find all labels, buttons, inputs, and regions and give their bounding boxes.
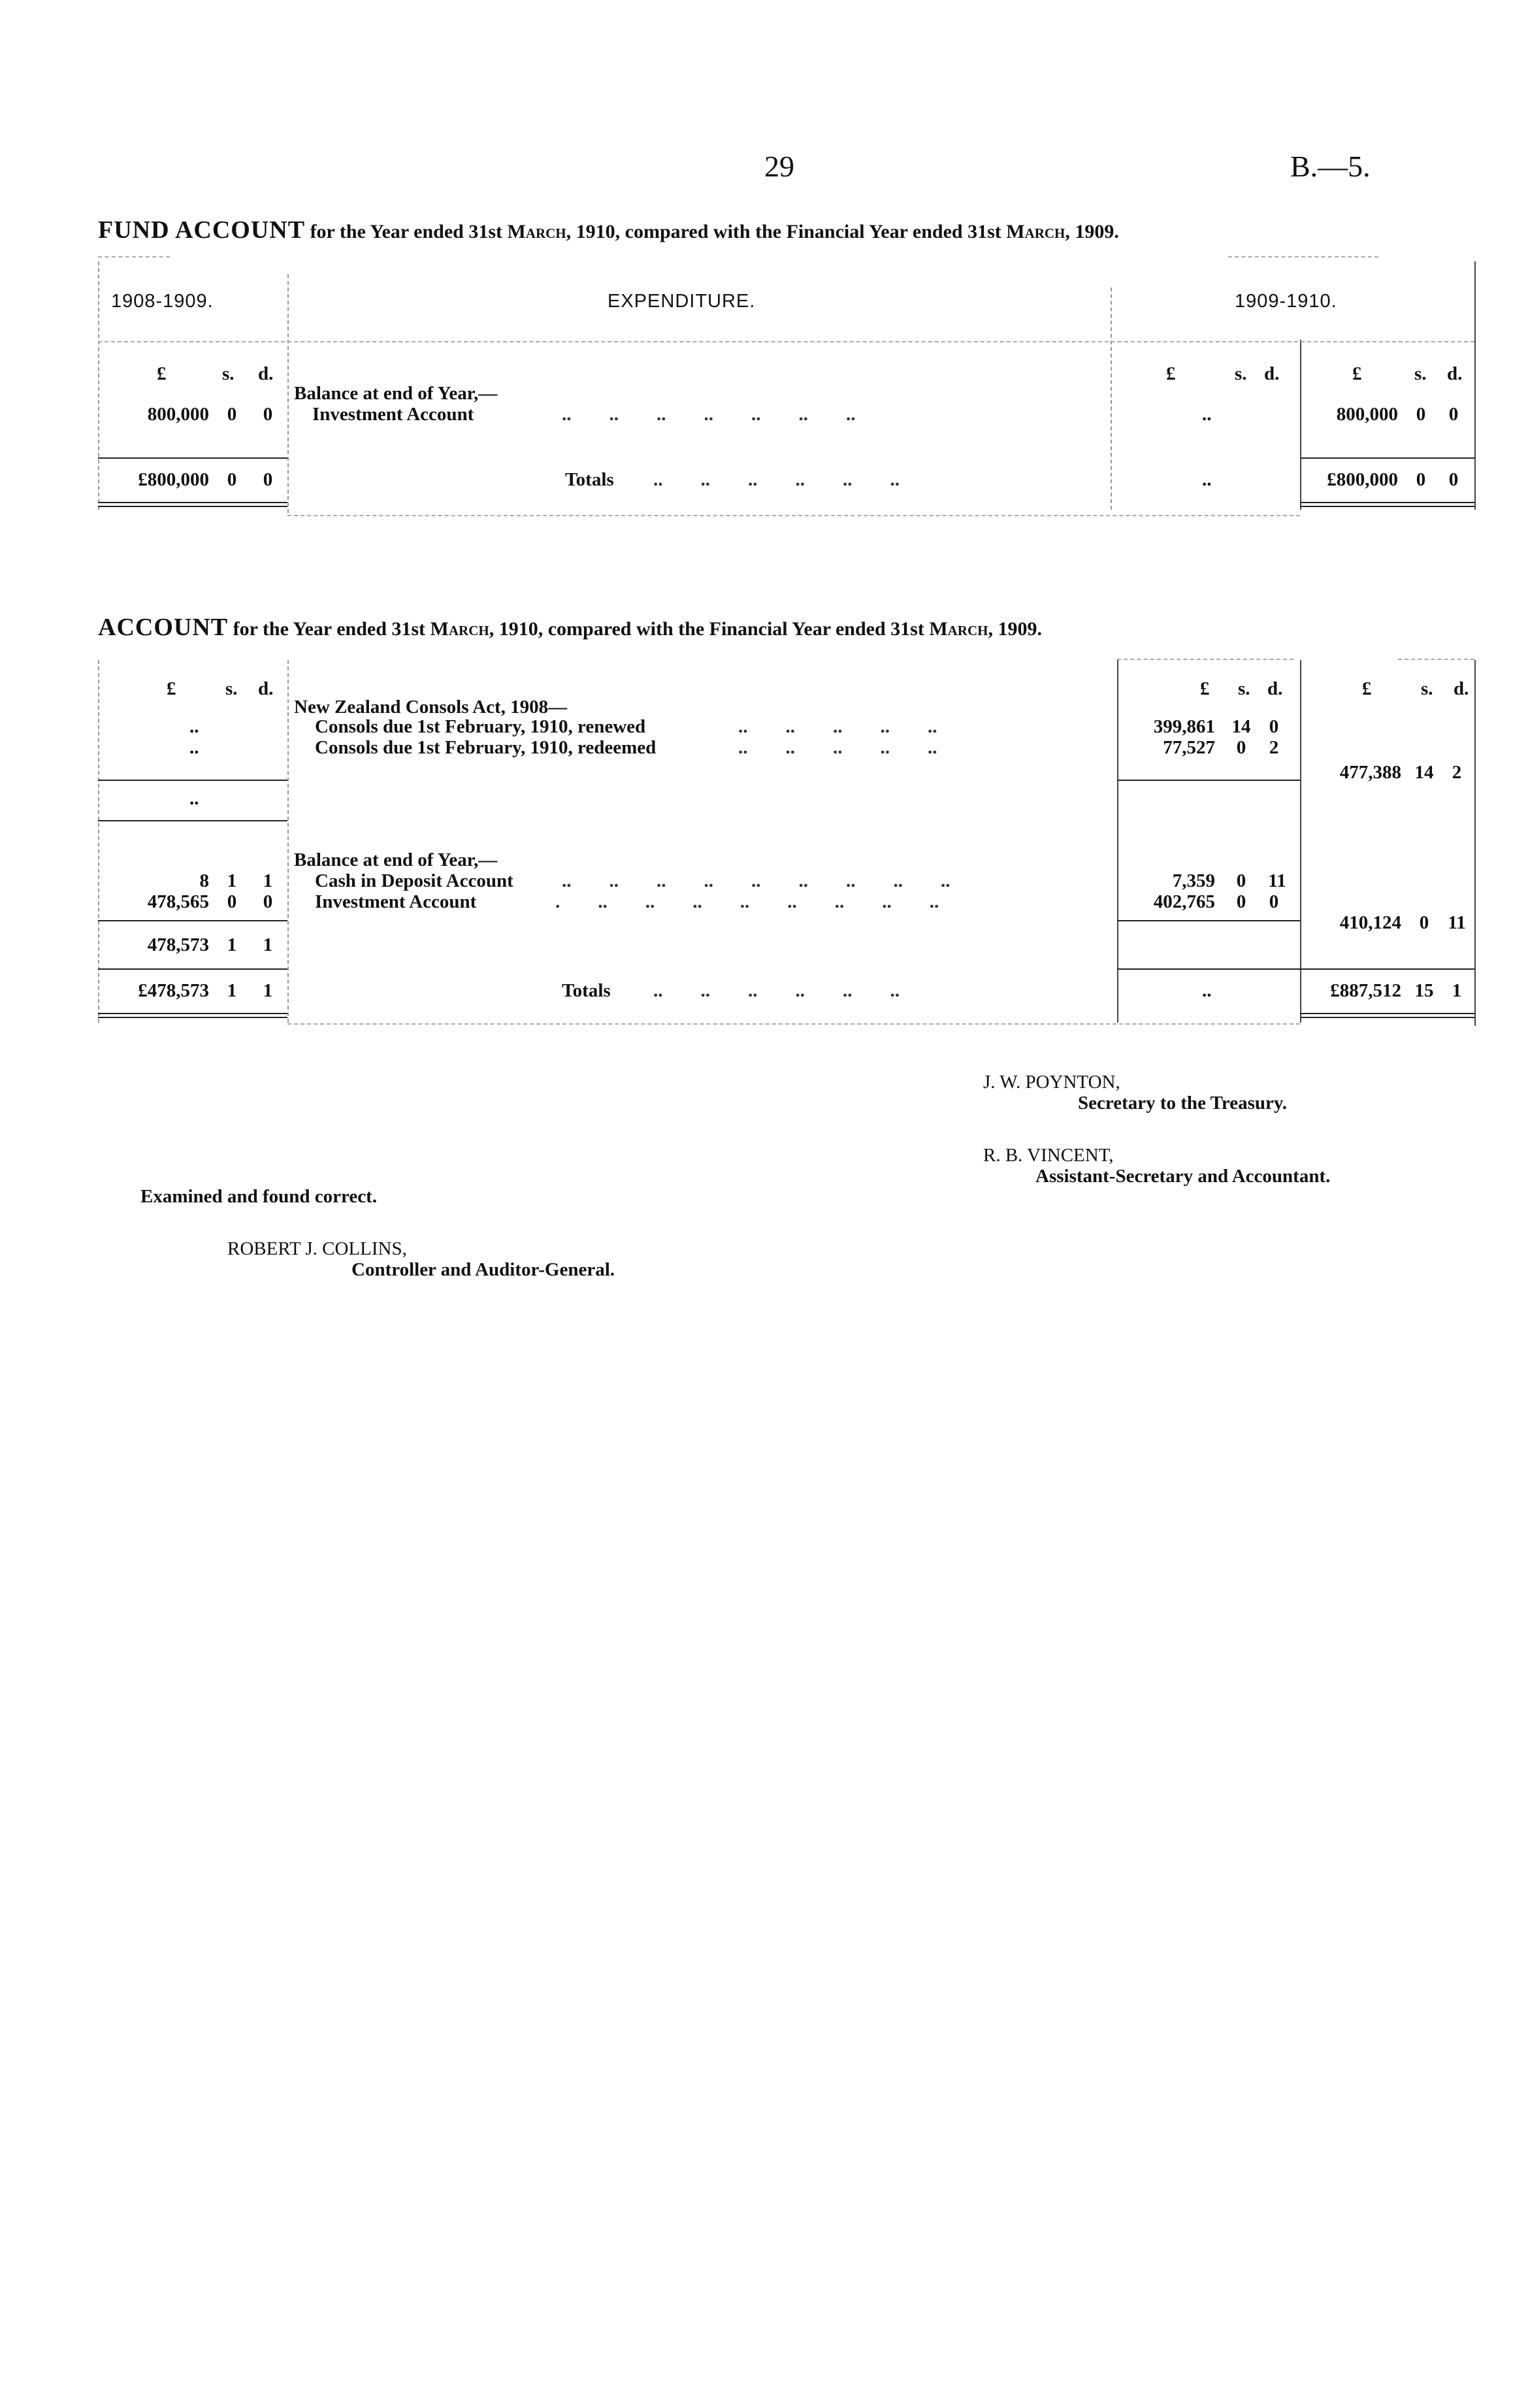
mid-placeholder: .. [1202, 404, 1212, 425]
mid-shillings: 0 [1236, 870, 1246, 891]
mid-pence: 11 [1268, 870, 1286, 891]
section2-total-pounds: 410,124 [1339, 912, 1401, 933]
signatory-2-name: R. B. VINCENT, [983, 1145, 1114, 1166]
auditor-title: Controller and Auditor-General. [351, 1259, 615, 1280]
section2-label: Balance at end of Year,— [294, 849, 498, 870]
mid-pounds: 399,861 [1153, 716, 1215, 737]
row-label: Investment Account [312, 404, 474, 425]
totals-curr-shillings: 0 [1416, 469, 1426, 490]
section1-total-pounds: 477,388 [1339, 762, 1401, 783]
prev-pounds: 800,000 [147, 404, 209, 425]
signatory-1-name: J. W. POYNTON, [983, 1072, 1120, 1093]
prev-pence: 1 [263, 870, 273, 891]
unit-pound: £ [157, 363, 167, 384]
prev-shillings: 1 [227, 870, 237, 891]
totals-mid-placeholder: .. [1202, 469, 1212, 490]
unit-pence: d. [258, 363, 274, 384]
unit-shillings: s. [1421, 678, 1433, 699]
mid-pounds: 7,359 [1172, 870, 1215, 891]
mid-pence: 2 [1269, 737, 1279, 758]
auditor-name: ROBERT J. COLLINS, [227, 1238, 407, 1259]
totals-prev-pounds: £478,573 [138, 980, 209, 1001]
mid-pounds: 77,527 [1163, 737, 1215, 758]
unit-pound: £ [167, 678, 176, 699]
totals-curr-shillings: 15 [1414, 980, 1434, 1001]
section2-prev-total-shillings: 1 [227, 934, 237, 955]
totals-prev-shillings: 0 [227, 469, 237, 490]
section2-prev-total-pence: 1 [263, 934, 273, 955]
section2-total-shillings: 0 [1419, 912, 1429, 933]
fund-account-heading: FUND ACCOUNT for the Year ended 31st March, 1910, compared with the Financial Year ended 31st March, 1909. [98, 216, 1119, 244]
section1-prev-total: .. [189, 788, 199, 809]
unit-shillings: s. [225, 678, 238, 699]
row-label: Consols due 1st February, 1910, redeemed [315, 737, 657, 758]
mid-pence: 0 [1269, 891, 1279, 912]
unit-shillings: s. [1235, 363, 1247, 384]
page-number: 29 [764, 150, 794, 183]
col-header-expenditure: EXPENDITURE. [608, 291, 756, 312]
totals-prev-shillings: 1 [227, 980, 237, 1001]
unit-pound: £ [1362, 678, 1372, 699]
unit-pence: d. [258, 678, 274, 699]
totals-mid-placeholder: .. [1202, 980, 1212, 1001]
section2-prev-total-pounds: 478,573 [147, 934, 209, 955]
unit-pound: £ [1166, 363, 1176, 384]
row-label: Investment Account [315, 891, 477, 912]
totals-label: Totals [565, 469, 614, 490]
signatory-2-title: Assistant-Secretary and Accountant. [1035, 1166, 1331, 1187]
unit-pence: d. [1447, 363, 1463, 384]
unit-pound: £ [1200, 678, 1210, 699]
account-heading: ACCOUNT for the Year ended 31st March, 1910, compared with the Financial Year ended 31st March, 1909. [98, 614, 1042, 641]
examined-statement: Examined and found correct. [140, 1186, 377, 1207]
curr-pounds: 800,000 [1336, 404, 1398, 425]
prev-pence: 0 [263, 891, 273, 912]
mid-pounds: 402,765 [1153, 891, 1215, 912]
section1-total-shillings: 14 [1414, 762, 1434, 783]
totals-curr-pence: 1 [1452, 980, 1462, 1001]
section-label: Balance at end of Year,— [294, 383, 498, 404]
prev-shillings: 0 [227, 891, 237, 912]
account-title: ACCOUNT [98, 614, 229, 641]
row-label: Consols due 1st February, 1910, renewed [315, 716, 646, 737]
mid-shillings: 14 [1231, 716, 1251, 737]
totals-prev-pence: 1 [263, 980, 273, 1001]
curr-pence: 0 [1448, 404, 1459, 425]
totals-prev-pounds: £800,000 [138, 469, 209, 490]
row-prev-placeholder: .. [189, 737, 199, 758]
signatory-1-title: Secretary to the Treasury. [1078, 1093, 1288, 1113]
unit-pound: £ [1352, 363, 1362, 384]
document-reference: B.—5. [1290, 150, 1371, 183]
curr-shillings: 0 [1416, 404, 1426, 425]
section1-label: New Zealand Consols Act, 1908— [294, 697, 568, 717]
prev-shillings: 0 [227, 404, 237, 425]
unit-shillings: s. [1238, 678, 1250, 699]
unit-pence: d. [1264, 363, 1280, 384]
unit-pence: d. [1454, 678, 1469, 699]
col-header-1908-1909: 1908-1909. [111, 291, 214, 312]
section2-total-pence: 11 [1448, 912, 1466, 933]
totals-curr-pence: 0 [1448, 469, 1459, 490]
row-prev-placeholder: .. [189, 716, 199, 737]
fund-account-title: FUND ACCOUNT [98, 216, 306, 244]
section1-total-pence: 2 [1452, 762, 1462, 783]
prev-pounds: 8 [199, 870, 209, 891]
mid-shillings: 0 [1236, 737, 1246, 758]
prev-pounds: 478,565 [147, 891, 209, 912]
col-header-1909-1910: 1909-1910. [1235, 291, 1337, 312]
totals-curr-pounds: £800,000 [1327, 469, 1398, 490]
totals-curr-pounds: £887,512 [1330, 980, 1401, 1001]
totals-prev-pence: 0 [263, 469, 273, 490]
row-label: Cash in Deposit Account [315, 870, 513, 891]
unit-shillings: s. [1414, 363, 1427, 384]
prev-pence: 0 [263, 404, 273, 425]
mid-pence: 0 [1269, 716, 1279, 737]
unit-shillings: s. [222, 363, 235, 384]
totals-label: Totals [562, 980, 611, 1001]
unit-pence: d. [1267, 678, 1283, 699]
mid-shillings: 0 [1236, 891, 1246, 912]
